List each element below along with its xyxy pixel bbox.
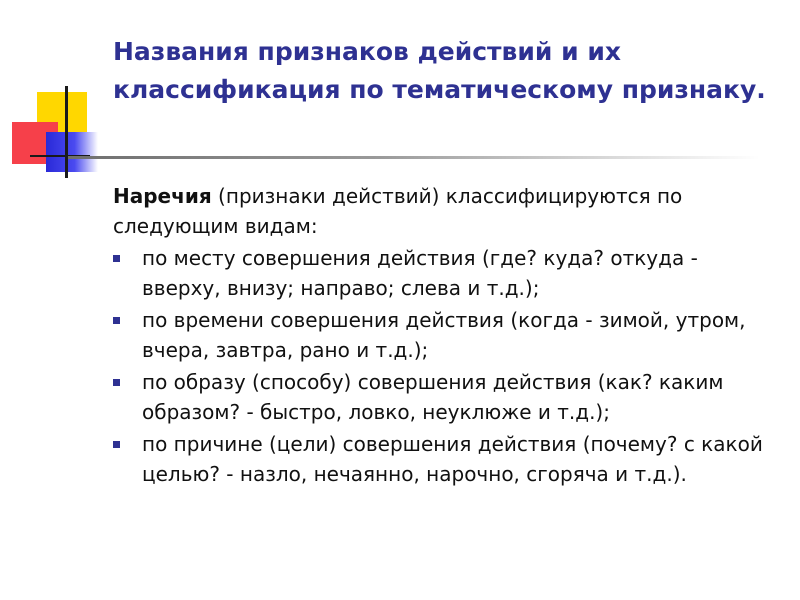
vertical-line (65, 86, 68, 178)
square-bullet-icon (113, 317, 120, 324)
slide-title: Названия признаков действий и их классификация по тематическому признаку. (113, 37, 766, 104)
list-item (113, 429, 778, 489)
list-item-text: по образу (способу) совершения действия (как? каким образом? - быстро, ловко, неуклюже и т.д.); (142, 370, 724, 424)
intro-text: (признаки действий) классифицируются по следующим видам: (113, 184, 683, 238)
square-bullet-icon (113, 255, 120, 262)
title-divider (68, 156, 760, 159)
square-bullet-icon (113, 441, 120, 448)
list-item (113, 243, 778, 303)
list-item (113, 305, 778, 365)
intro-term: Наречия (113, 184, 212, 208)
list-item-text: по месту совершения действия (где? куда? откуда - вверху, внизу; направо; слева и т.д.); (142, 246, 698, 300)
list-item-text: по времени совершения действия (когда - зимой, утром, вчера, завтра, рано и т.д.); (142, 308, 746, 362)
slide-content (113, 181, 778, 491)
blue-square (46, 132, 98, 172)
list-item (113, 367, 778, 427)
square-bullet-icon (113, 379, 120, 386)
intro-paragraph (113, 181, 778, 241)
bullet-list (113, 243, 778, 489)
list-item-text: по причине (цели) совершения действия (почему? с какой целью? - назло, нечаянно, нарочно, сгоряча и т.д.). (142, 432, 763, 486)
